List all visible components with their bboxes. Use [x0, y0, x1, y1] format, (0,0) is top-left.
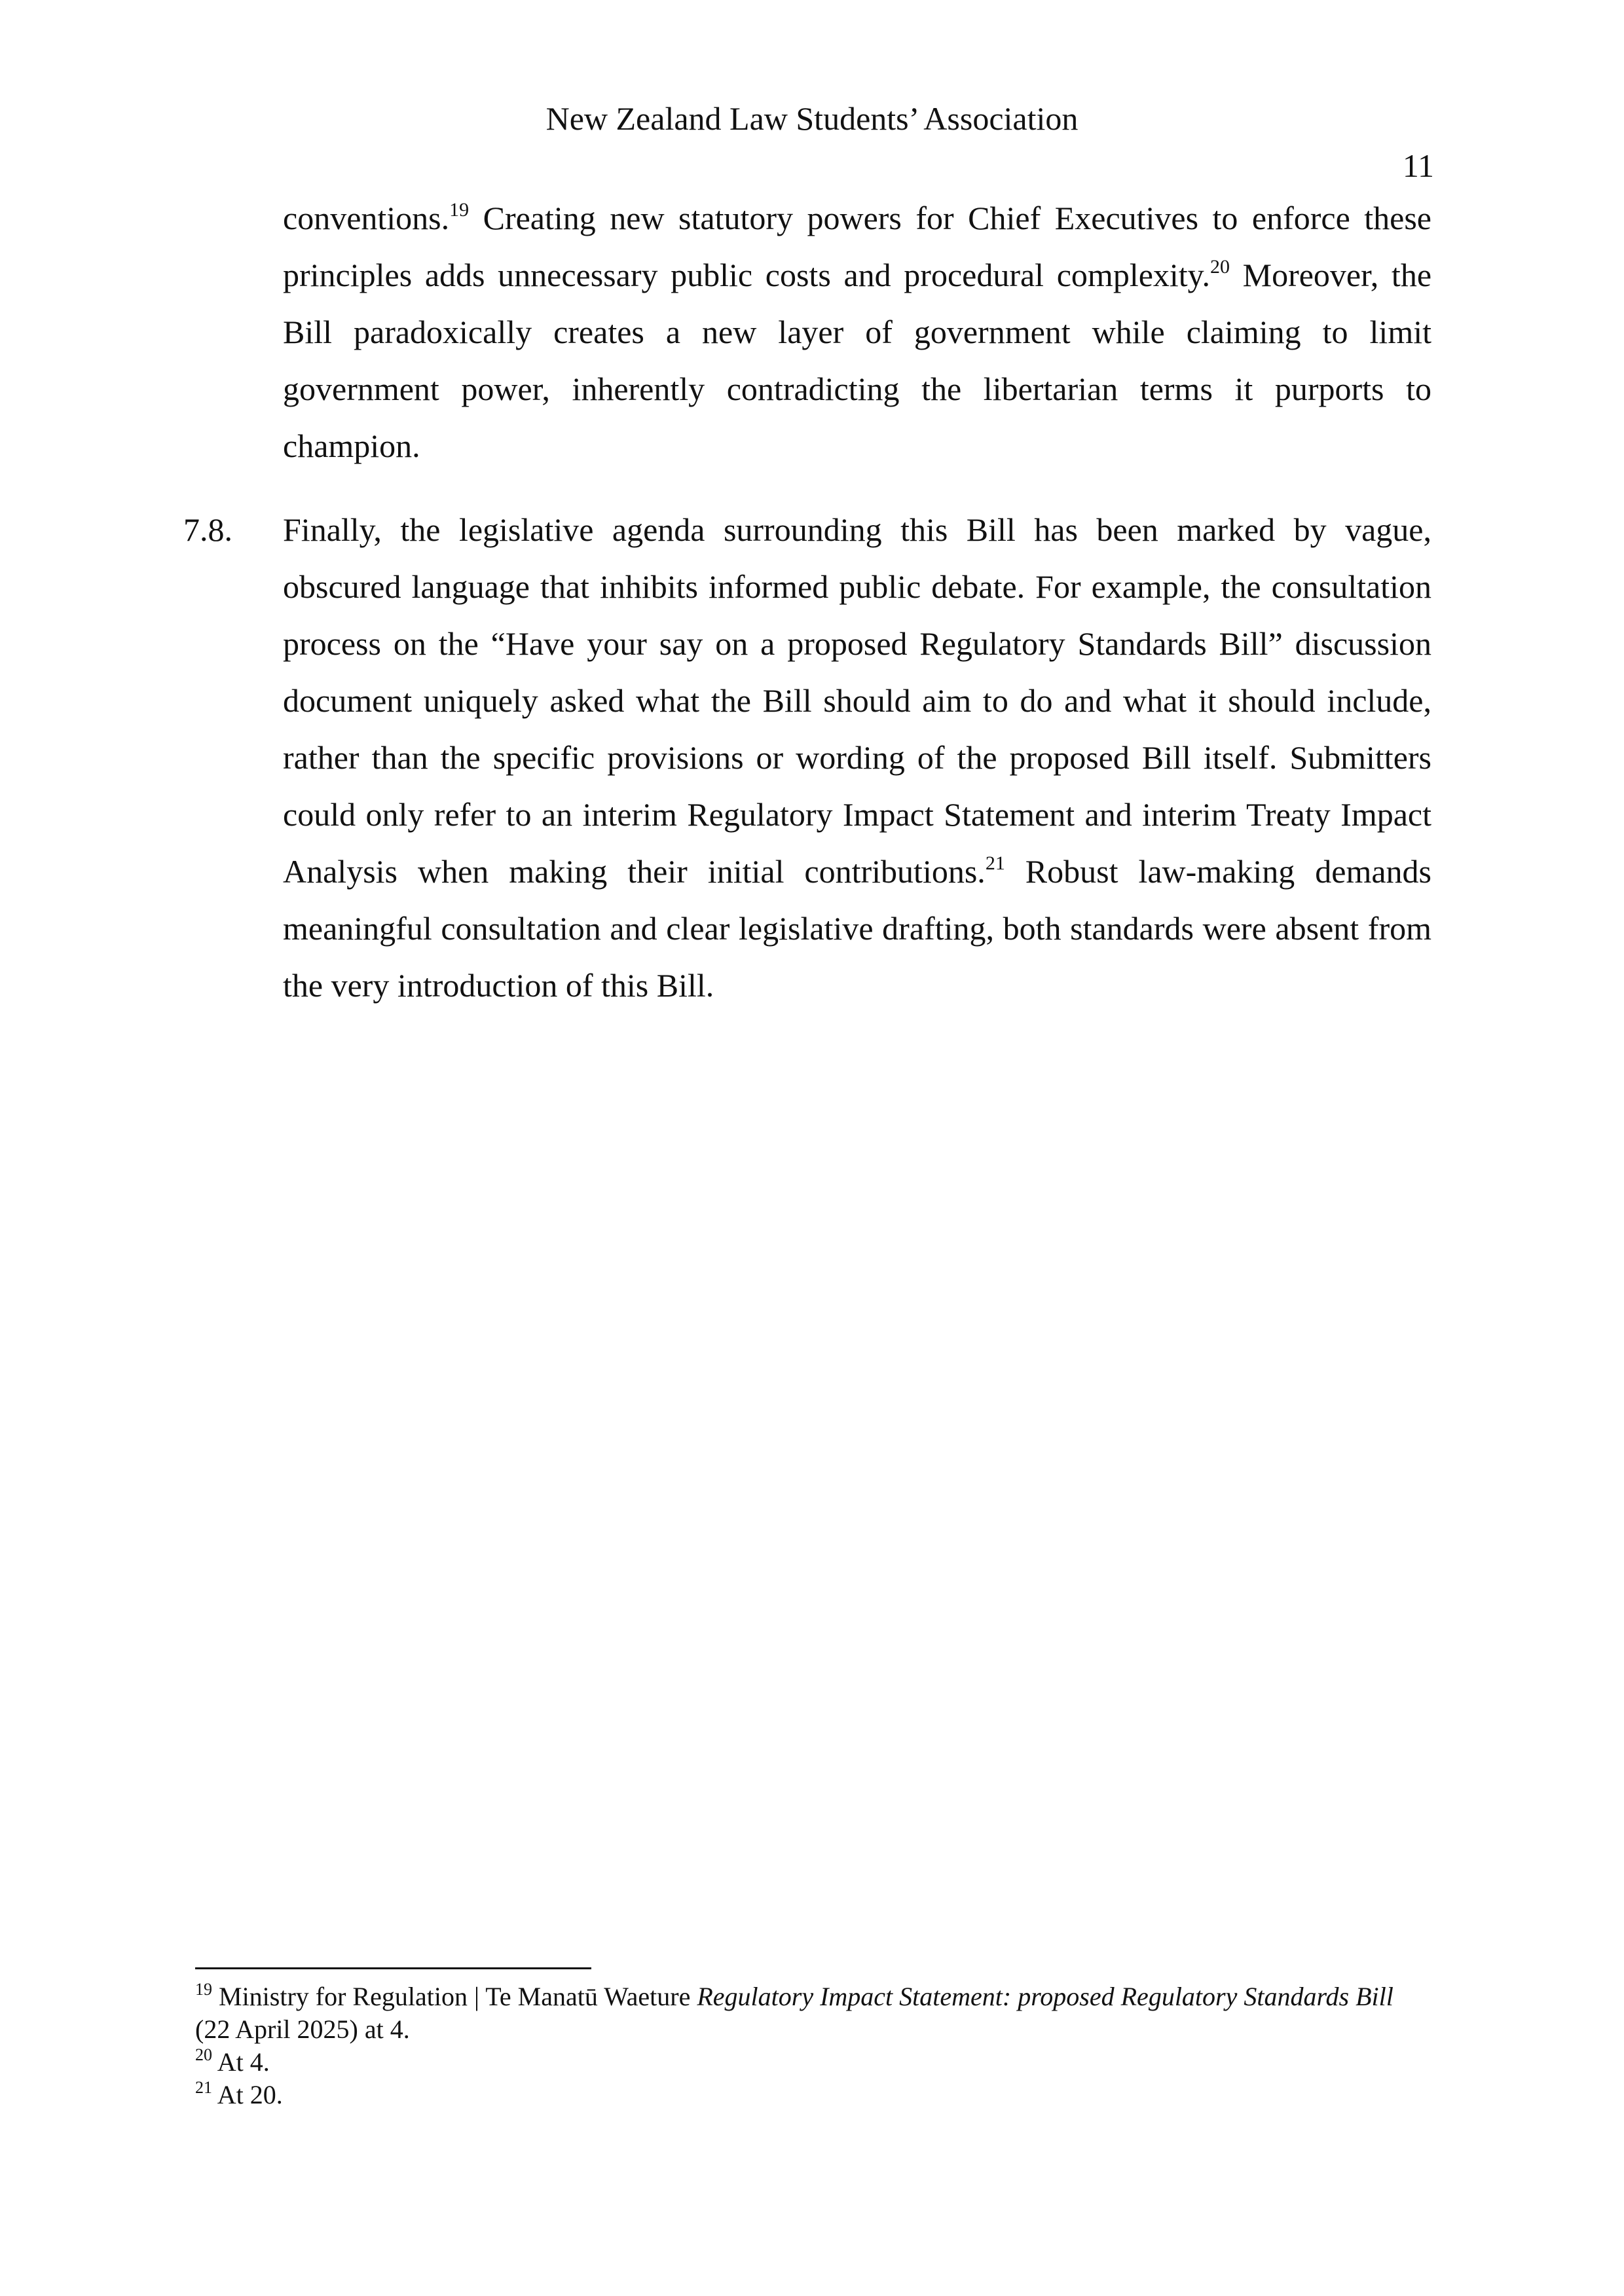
paragraph-text: Moreover, the Bill paradoxically creates a new layer of government while claiming to limit government power, inherently contradicting the libertarian terms it purports to champion. [283, 257, 1432, 464]
footnote-reference-21[interactable]: 21 [985, 852, 1005, 874]
page-number: 11 [1402, 147, 1434, 184]
footnote-20 [195, 2046, 1433, 2079]
footnote-citation-title: Regulatory Impact Statement: proposed Regulatory Standards Bill [697, 1982, 1393, 2011]
paragraph-text: Robust law-making demands meaningful consultation and clear legislative drafting, both standards were absent from the very introduction of this Bill. [283, 853, 1431, 1004]
footnote-number: 19 [195, 1980, 212, 1999]
paragraph-7-8 [283, 501, 1431, 1014]
paragraph-number-7-8: 7.8. [183, 511, 232, 548]
footnote-reference-19[interactable]: 19 [449, 199, 470, 221]
paragraph-continued [283, 190, 1431, 475]
paragraph-text: conventions. [283, 200, 450, 236]
paragraph-text: Finally, the legislative agenda surrounding this Bill has been marked by vague, obscured language that inhibits informed public debate. For example, the consultation process on the “Have your say on a proposed Regulatory Standards Bill” discussion document uniquely asked what the Bill should aim to do and what it should include, rather than the specific provisions or wording of the proposed Bill itself. Submitters could only refer to an interim Regulatory Impact Statement and interim Treaty Impact Analysis when making their initial contributions. [283, 511, 1431, 890]
header-organisation: New Zealand Law Students’ Association [545, 100, 1079, 137]
footnotes [195, 1980, 1433, 2111]
paragraph-text: Creating new statutory powers for Chief Executives to enforce these principles adds unnecessary public costs and procedural complexity. [283, 200, 1431, 293]
footnote-reference-20[interactable]: 20 [1209, 256, 1230, 278]
footnote-text: Ministry for Regulation | Te Manatū Waeture [212, 1982, 697, 2011]
footnote-separator [195, 1967, 591, 1969]
footnote-19 [195, 1980, 1433, 2046]
footnote-21 [195, 2079, 1433, 2111]
footnote-text: At 4. [212, 2047, 270, 2077]
footnote-text: At 20. [212, 2080, 283, 2109]
footnote-number: 21 [195, 2078, 212, 2097]
footnote-text: (22 April 2025) at 4. [195, 2014, 410, 2044]
footnote-number: 20 [195, 2045, 212, 2064]
